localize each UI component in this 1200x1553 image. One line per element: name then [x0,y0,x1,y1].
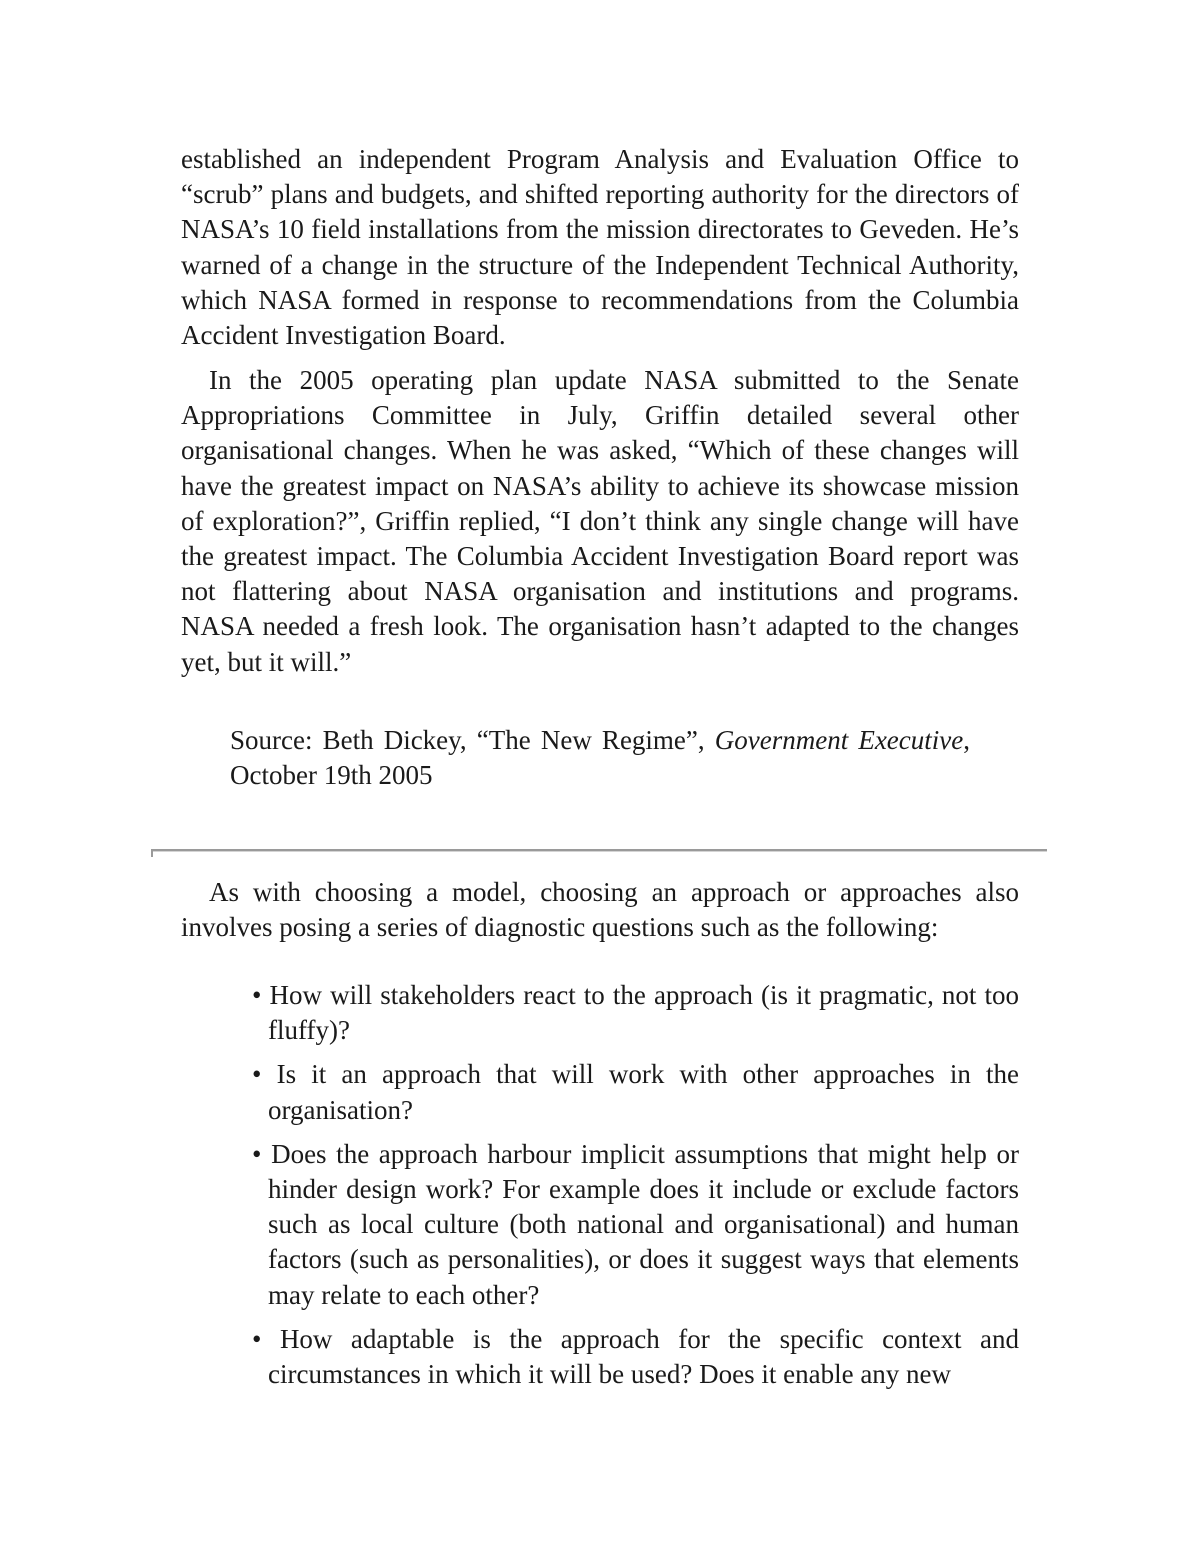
bullet-glyph: • [252,1059,262,1090]
body-paragraph-3: As with choosing a model, choosing an approach or approaches also involves posing a series of diagnostic questions such as the following: [181,877,1019,943]
bullet-glyph: • [252,1323,262,1354]
body-paragraph-2: In the 2005 operating plan update NASA submitted to the Senate Appropriations Committee in July, Griffin detailed several other organisational changes. When he was asked, “Which of these changes will have the greatest impact on NASA’s ability to achieve its showcase mission of exploration?”, Griffin replied, “I don’t think any single change will have the greatest impact. The Columbia Accident Investigation Board report was not flattering about NASA organisation and institutions and programs. NASA needed a fresh look. The organisation hasn’t adapted to the changes yet, but it will.” [181,365,1019,677]
source-publication: Government Executive [714,725,964,755]
list-item-text: Does the approach harbour implicit assumptions that might help or hinder design work? For example does it include or exclude factors such as local culture (both national and organisational) and human factors (such as personalities), or does it suggest ways that elements may relate to each other? [268,1138,1020,1310]
section-divider [151,849,1047,852]
bullet-glyph: • [252,980,262,1010]
source-prefix: Source: Beth Dickey, “The New Regime”, [230,725,715,755]
list-item-text: How will stakeholders react to the approach (is it pragmatic, not too fluffy)? [268,980,1020,1046]
list-item [230,978,1019,1048]
list-item [230,1057,1019,1127]
source-citation [230,723,970,793]
list-item [230,1322,1019,1392]
list-item-text: Is it an approach that will work with other approaches in the organisation? [268,1059,1020,1125]
diagnostic-questions-list [230,978,1019,1401]
bullet-glyph: • [252,1138,262,1169]
source-suffix: , October 19th 2005 [230,725,970,791]
list-item-text: How adaptable is the approach for the specific context and circumstances in which it will be used? Does it enable any new [268,1323,1020,1390]
list-item [230,1137,1019,1313]
body-paragraph-1: established an independent Program Analysis and Evaluation Office to “scrub” plans and budgets, and shifted reporting authority for the directors of NASA’s 10 field installations from the mission directorates to Geveden. He’s warned of a change in the structure of the Independent Technical Authority, which NASA formed in response to recommendations from the Columbia Accident Investigation Board. [181,144,1019,351]
